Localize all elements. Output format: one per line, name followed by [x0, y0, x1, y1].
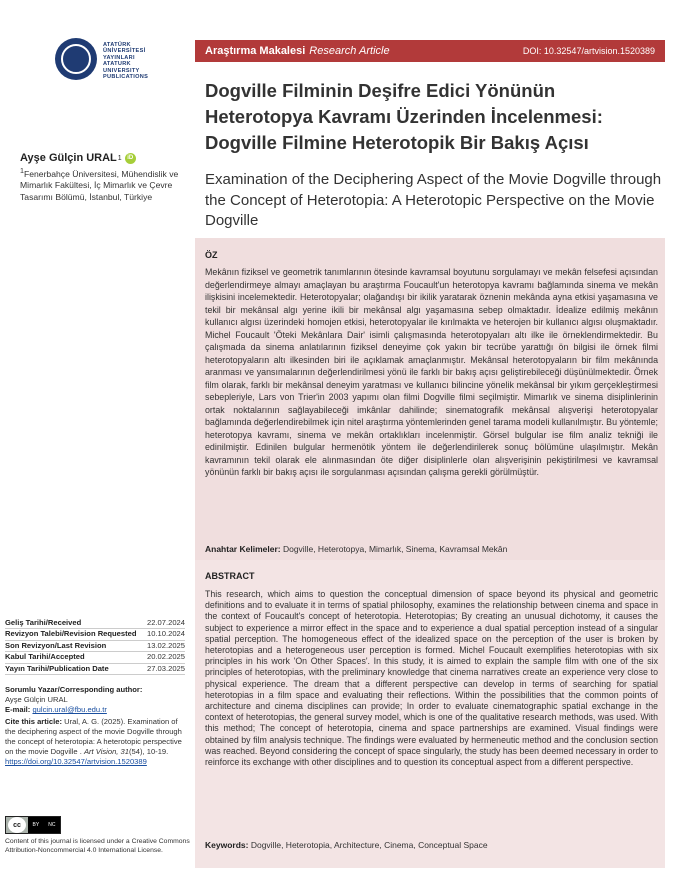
author-sup: 1	[117, 154, 122, 162]
affiliation-sup: 1	[20, 167, 24, 175]
keywords-tr-label: Anahtar Kelimeler:	[205, 544, 281, 554]
cite-journal: Art Vision,	[83, 747, 119, 757]
article-type-tr: Araştırma Makalesi	[205, 45, 306, 57]
keywords-en	[205, 840, 658, 850]
publisher-line: ATATURK	[103, 61, 131, 68]
doi-label[interactable]: DOI: 10.32547/artvision.1520389	[522, 46, 655, 56]
university-emblem-icon	[55, 38, 97, 80]
date-label: Kabul Tarihi/Accepted	[5, 652, 85, 662]
correspondence-block	[5, 685, 187, 768]
date-label: Geliş Tarihi/Received	[5, 618, 82, 627]
orcid-icon[interactable]: iD	[125, 153, 136, 164]
title-turkish: Dogville Filminin Deşifre Edici Yönünün Heterotopya Kavramı Üzerinden İncelenmesi: Dogville Filmine Heterotopik Bir Bakış Açısı	[205, 80, 603, 153]
date-value: 22.07.2024	[146, 618, 185, 627]
date-label: Son Revizyon/Last Revision	[5, 640, 107, 650]
license-block	[5, 816, 190, 855]
article-header-band	[195, 40, 665, 62]
citation	[5, 717, 187, 768]
cc-mark: cc	[8, 817, 26, 833]
cite-text: Ural, A. G. (2025). Examination of the deciphering aspect of the movie Dogville through the concept of heterotopia: A heterotopic perspective on the movie Dogville .	[5, 716, 182, 757]
cc-by: BY	[32, 822, 40, 828]
author-affiliation	[20, 166, 195, 203]
abstract-text: This research, which aims to question the conceptual dimension of space beyond its physical and geometric definitions and to evaluate it in terms of spatial philosophy, examines the relationship between cinema and space in the context of Foucault's concept of heterotopia. Heterotopias; By creating an unusual dichotomy, it causes the subject to experience a mirror effect in the space and to experience a dual spatial perception instead of a singular spatial perception. The homogeneous effect of the idealized space on the perception of the user is broken by heterotopias and a heterogeneous user perception is formed. Michel Foucault exemplifies heterotopias with six principles in his work 'On Other Spaces'. In this study, it is aimed to explain the sample film with one of the six principles of heterotopias, with the preliminary knowledge that cinema narratives create an experience very close to physical experience. The dream that a different perspective can develop in terms of searching for spatial heterotopias in a film space and evaluating their reflections. Within the possibilities that the common points of architecture and cinema disciplines can provide; In order to evaluate cinematographic spatial exchange in the context of heterotopias, the general survey model, which is one of the qualitative research methods, was used. With this method; The concept of heterotopia, cinema and space partnerships are examined. Visual findings were obtained by film analysis technique. The findings were evaluated by hermeneutic method and the conclusion section was reached. Beyond considering the concept of space singularly, the study has been deemed necessary in order to reinforce its exchange with other disciplines and to question its conceptual aspect from a different perspective.	[205, 589, 658, 768]
article-type-en: Research Article	[309, 45, 390, 57]
cite-volume: 31	[120, 747, 129, 757]
date-row	[5, 618, 185, 629]
date-value: 10.10.2024	[146, 629, 185, 639]
date-value: 20.02.2025	[146, 652, 185, 662]
affiliation-text: Fenerbahçe Üniversitesi, Mühendislik ve Mimarlık Fakültesi, İç Mimarlık ve Çevre Tasarımı Bölümü, İstanbul, Türkiye	[20, 168, 179, 202]
cite-label: Cite this article:	[5, 716, 62, 726]
keywords-en-label: Keywords:	[205, 840, 249, 850]
publisher-line: ATATÜRK	[103, 42, 131, 48]
date-row	[5, 652, 185, 663]
author-name-text: Ayşe Gülçin URAL	[20, 152, 117, 164]
creative-commons-icon[interactable]	[5, 816, 61, 834]
publisher-line: YAYINLARI	[103, 54, 135, 61]
date-value: 27.03.2025	[146, 663, 185, 673]
date-value: 13.02.2025	[146, 640, 185, 650]
publisher-line: UNIVERSITY	[103, 67, 140, 74]
cite-issue-pages: (54), 10-19.	[129, 747, 169, 757]
corresponding-label: Sorumlu Yazar/Corresponding author:	[5, 685, 143, 694]
cc-nc: NC	[48, 822, 56, 828]
abstract-heading: ABSTRACT	[205, 571, 255, 581]
date-label: Yayın Tarihi/Publication Date	[5, 663, 109, 673]
license-text: Content of this journal is licensed under a Creative Commons Attribution-Noncommercial 4.0 International License.	[5, 838, 190, 854]
author-name	[20, 152, 195, 164]
date-label: Revizyon Talebi/Revision Requested	[5, 629, 137, 639]
date-row	[5, 629, 185, 640]
oz-text: Mekânın fiziksel ve geometrik tanımlarının ötesinde kavramsal boyutunu sorgulamayı ve mekân felsefesi açısından değerlendirmeye almayı amaçlayan bu araştırma Foucault'un heterotopya kavramı bağlamında sinema ve mekân ilişkisini incelemektedir. Heterotopyalar; olağandışı bir ikilik yaratarak öznenin mekânda ayna etkisi yaşamasına ve tekil bir mekânsal algı yerine ikili bir mekânsal algı yaşamasına sebep olmaktadır. İdealize edilmiş mekânın kullanıcı algısı üzerindeki homojen etkisi, heterotopyalar ile kırılmakta ve heterojen bir kullanıcı algısı oluşmaktadır. Michel Foucault 'Öteki Mekânlara Dair' isimli çalışmasında heterotopyaları altı ilke ile örneklendirmektedir. Bu çalışmada da sinema anlatılarının fiziksel deneyime çok yakın bir tecrübe yarattığı ön bilgisi ile örnek filmi heterotopyaların altı ilkesinden biri ile açıklamak amaçlanmıştır. Mekânsal heterotopyaların bir film mekânında aranması ve yansımalarının değerlendirilmesi yönü ile farklı bir bakış açısı geliştirebileceği düşünülmektedir. Örnek film olarak, farklı bir mekânsal deneyim yaratması ve kullanıcı bilincine yönelik mekânsal bir yıkım gerçekleştirmesi sebepleriyle, Lars von Trier'in 2003 yapımı olan filmi Dogville filmi seçilmiştir. Mimarlık ve sinema disiplinlerinin ortak noktalarının sağlayabileceği imkânlar dahilinde; sinematografik mekânsal alışverişi heterotopyalar bağlamında değerlendirebilmek için nitel araştırma yöntemlerinden genel tarama modeli kullanılmıştır. Bu yöntemle; heterotopya kavramı, sinema ve mekân ortaklıkları incelenmiştir. Görsel bulgular ise film analiz tekniği ile edinilmiştir. Edinilen bulgular hermenötik yöntem ile değerlendirilerek sonuç bölümüne ulaşılmıştır. Mekân kavramının tekil olarak ele alınmasından öte diğer disiplinlerle olan alışverişinin pekiştirilmesi ve kavramsal yönünün farklı bir bakış açısı ile sorgulanması açısından çalışma gerekli görülmüştür.	[205, 267, 658, 477]
keywords-tr-values: Dogville, Heterotopya, Mimarlık, Sinema, Kavramsal Mekân	[282, 544, 508, 554]
article-dates	[5, 618, 185, 675]
publisher-line: ÜNİVERSİTESİ	[103, 48, 146, 55]
cc-terms	[28, 817, 60, 833]
oz-heading: ÖZ	[205, 250, 218, 260]
publisher-name	[103, 42, 148, 80]
title-english: Examination of the Deciphering Aspect of the Movie Dogville through the Concept of Heterotopia: A Heterotopic Perspective on the Movie Dogville	[205, 171, 662, 229]
corresponding-email-row	[5, 705, 187, 715]
publisher-logo	[55, 38, 195, 92]
keywords-tr	[205, 544, 658, 554]
publisher-line: PUBLICATIONS	[103, 74, 149, 81]
corresponding-name: Ayşe Gülçin URAL	[5, 695, 68, 705]
email-link[interactable]: gulcin.ural@fbu.edu.tr	[32, 705, 107, 715]
cite-doi-link[interactable]: https://doi.org/10.32547/artvision.1520389	[5, 757, 147, 767]
email-label: E-mail:	[5, 705, 31, 715]
date-row	[5, 664, 185, 675]
keywords-en-values: Dogville, Heterotopia, Architecture, Cinema, Conceptual Space	[250, 840, 488, 850]
date-row	[5, 641, 185, 652]
author-block	[20, 152, 195, 203]
